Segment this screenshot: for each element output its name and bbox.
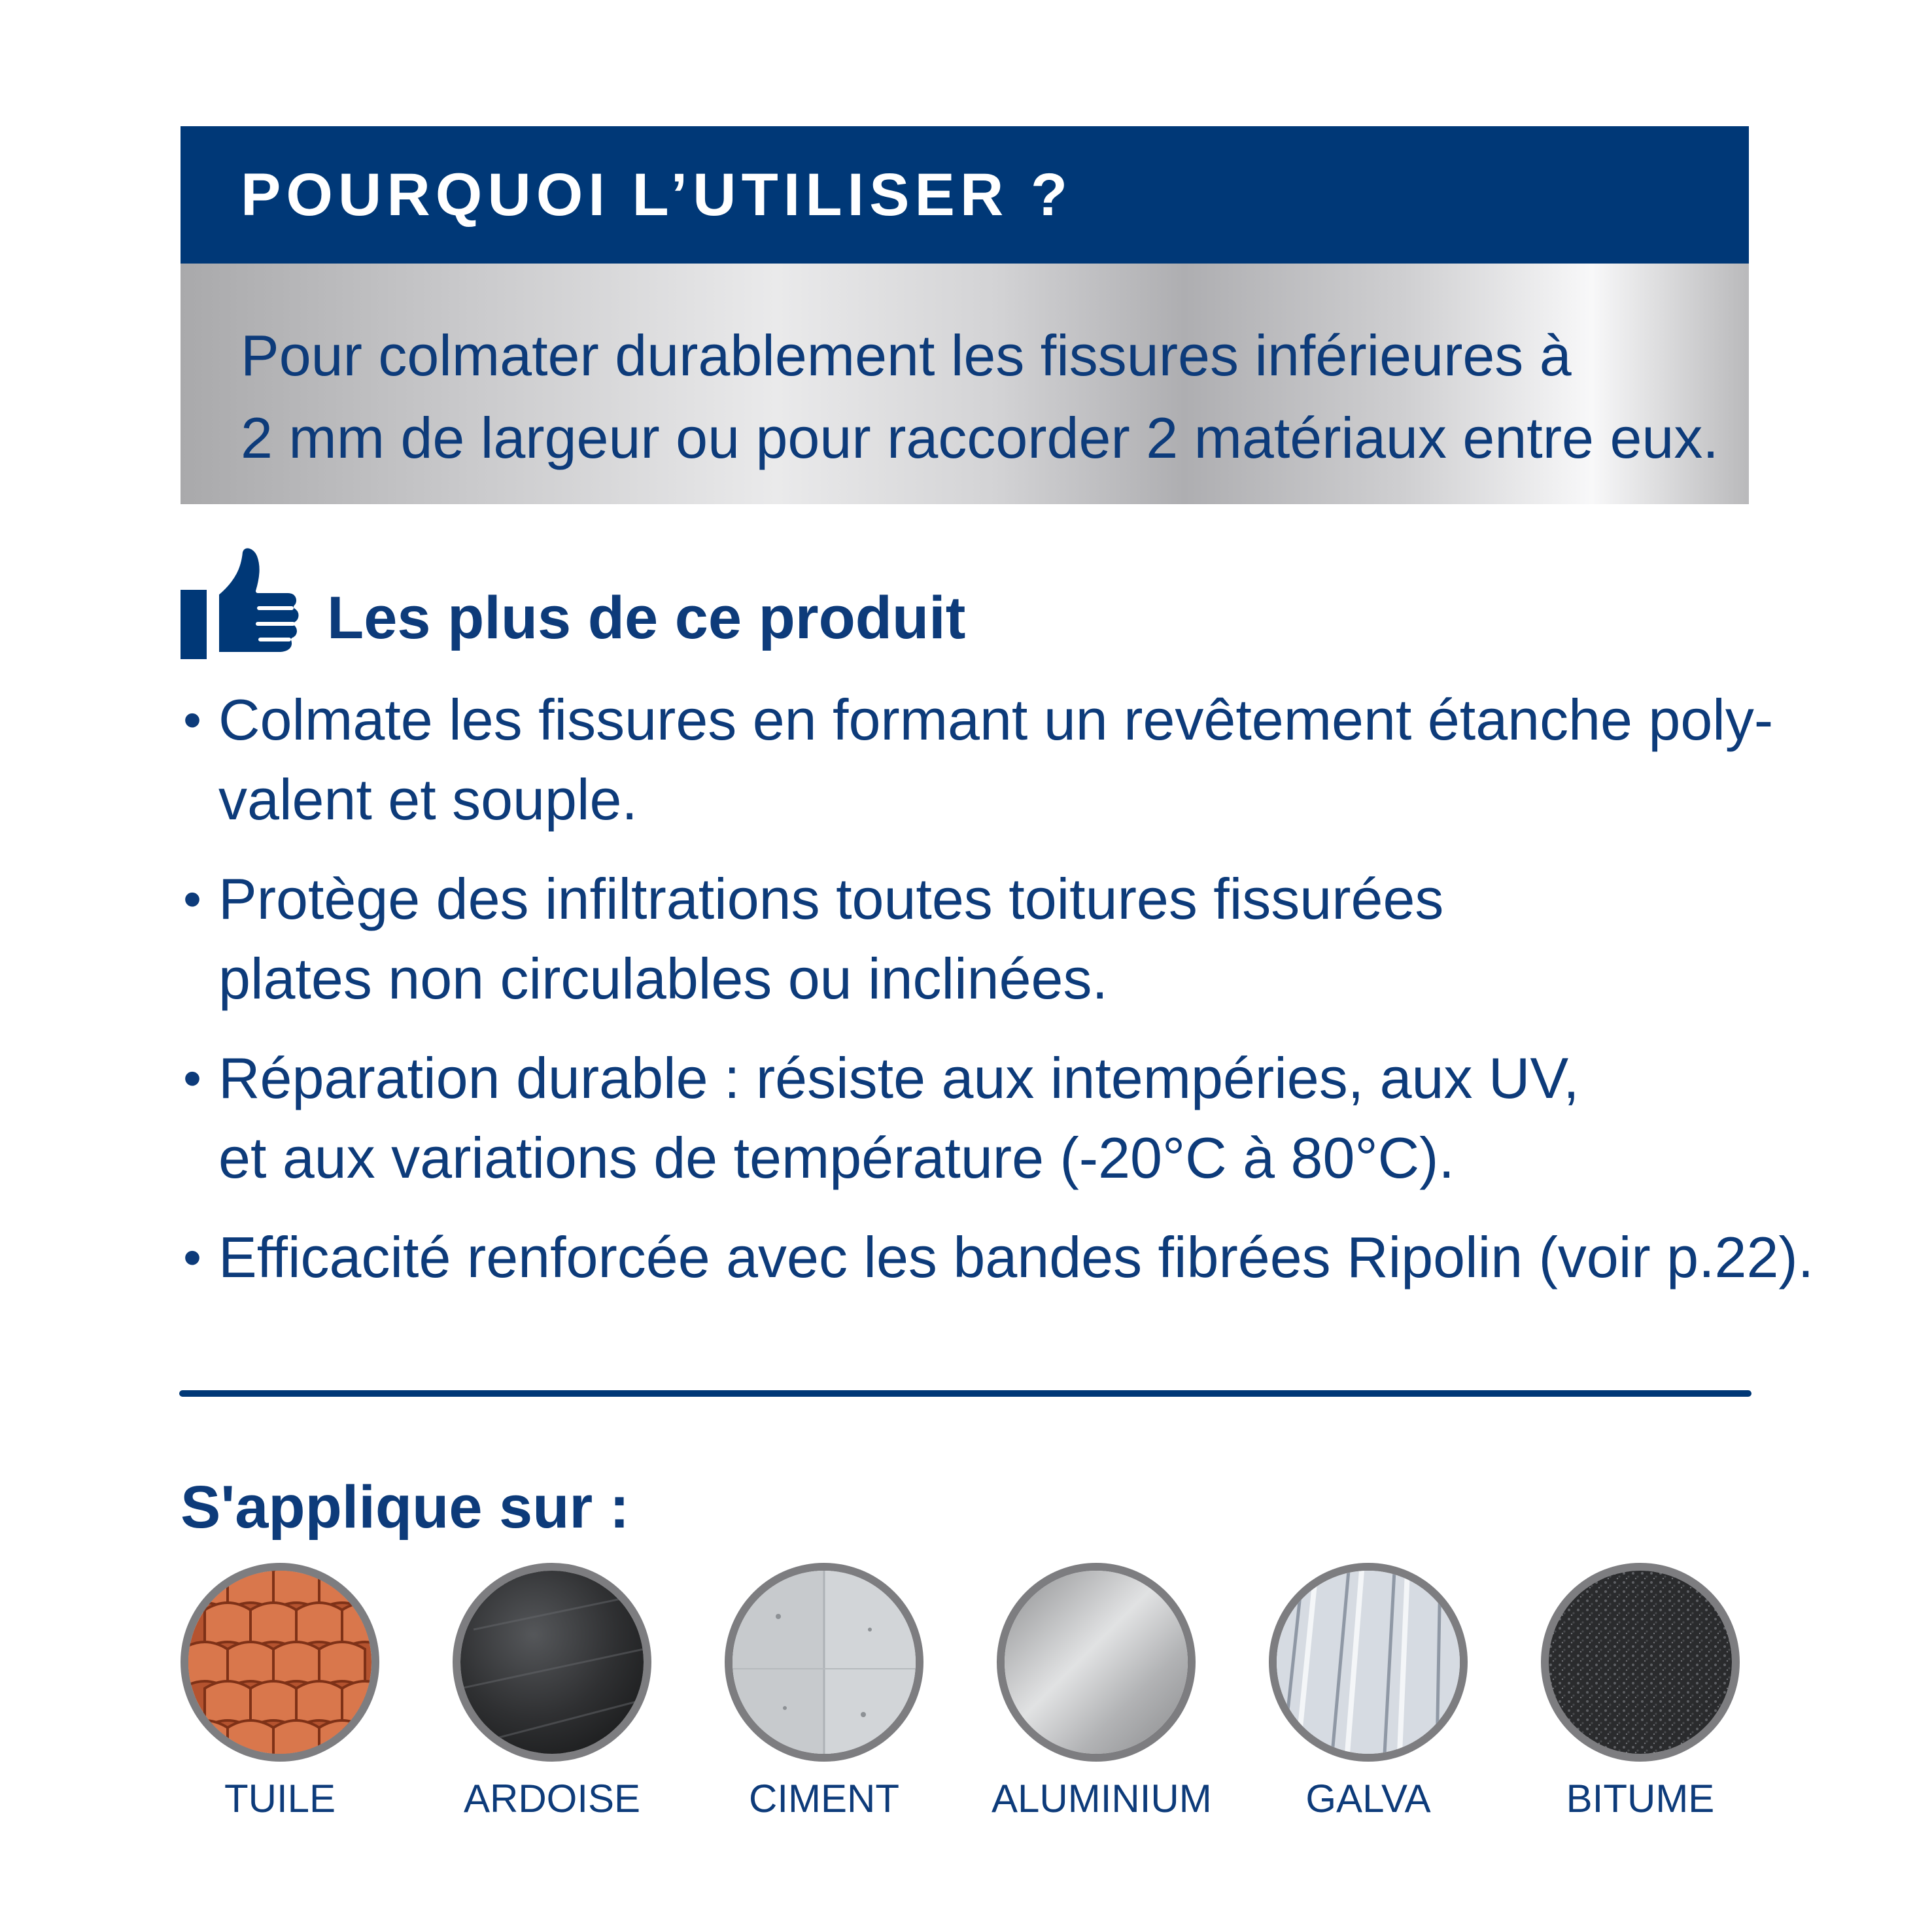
intro-line: Pour colmater durablement les fissures inférieures à — [241, 323, 1572, 388]
bullet: • — [183, 1049, 202, 1107]
benefit-line: valent et souple. — [218, 767, 638, 832]
benefit-line: Réparation durable : résiste aux intempéries, aux UV, — [218, 1046, 1579, 1110]
benefit-list — [181, 680, 1814, 1317]
material-bitume — [1536, 1563, 1745, 1822]
material-label: CIMENT — [749, 1777, 899, 1820]
material-label: TUILE — [224, 1777, 336, 1820]
benefit-line: Efficacité renforcée avec les bandes fibrées Ripolin (voir p.22). — [218, 1225, 1814, 1290]
list-item — [181, 859, 1749, 1019]
features-section — [181, 543, 1814, 1290]
header-title: POURQUOI L’UTILISER ? — [241, 162, 1073, 228]
material-label: ARDOISE — [463, 1777, 641, 1820]
concrete-swatch-icon — [725, 1563, 923, 1762]
slate-swatch-icon — [453, 1563, 651, 1762]
material-ciment — [719, 1563, 929, 1822]
features-title: Les plus de ce produit — [327, 585, 966, 651]
features-header — [181, 543, 1749, 660]
benefit-line: Colmate les fissures en formant un revêtement étanche poly- — [218, 687, 1774, 752]
materials-row — [181, 1563, 1749, 1837]
benefit-line: et aux variations de température (-20°C à 80°C). — [218, 1125, 1455, 1190]
header-bar — [181, 126, 1749, 264]
applies-title: S'applique sur : — [181, 1474, 630, 1541]
bitumen-swatch-icon — [1541, 1563, 1740, 1762]
thumbs-up-icon — [181, 543, 301, 659]
benefit-line: plates non circulables ou inclinées. — [218, 946, 1108, 1011]
galvanized-swatch-icon — [1269, 1563, 1468, 1762]
aluminium-swatch-icon — [997, 1563, 1196, 1762]
section-divider — [179, 1390, 1751, 1397]
material-aluminium — [992, 1563, 1212, 1822]
material-tuile — [175, 1563, 385, 1822]
benefit-line: Protège des infiltrations toutes toitures fissurées — [218, 866, 1444, 931]
bullet: • — [183, 691, 202, 749]
intro-band — [181, 264, 1749, 504]
material-label: BITUME — [1566, 1777, 1715, 1820]
material-galva — [1264, 1563, 1473, 1822]
list-item — [181, 680, 1774, 840]
tile-swatch-icon — [181, 1563, 379, 1762]
material-label: ALUMINIUM — [992, 1777, 1212, 1820]
intro-line: 2 mm de largeur ou pour raccorder 2 matériaux entre eux. — [241, 405, 1719, 470]
bullet: • — [183, 870, 202, 928]
material-ardoise — [447, 1563, 657, 1822]
list-item — [181, 1038, 1749, 1198]
list-item — [181, 1218, 1814, 1297]
bullet: • — [183, 1228, 202, 1286]
material-label: GALVA — [1305, 1777, 1431, 1820]
intro-text — [241, 315, 1719, 479]
